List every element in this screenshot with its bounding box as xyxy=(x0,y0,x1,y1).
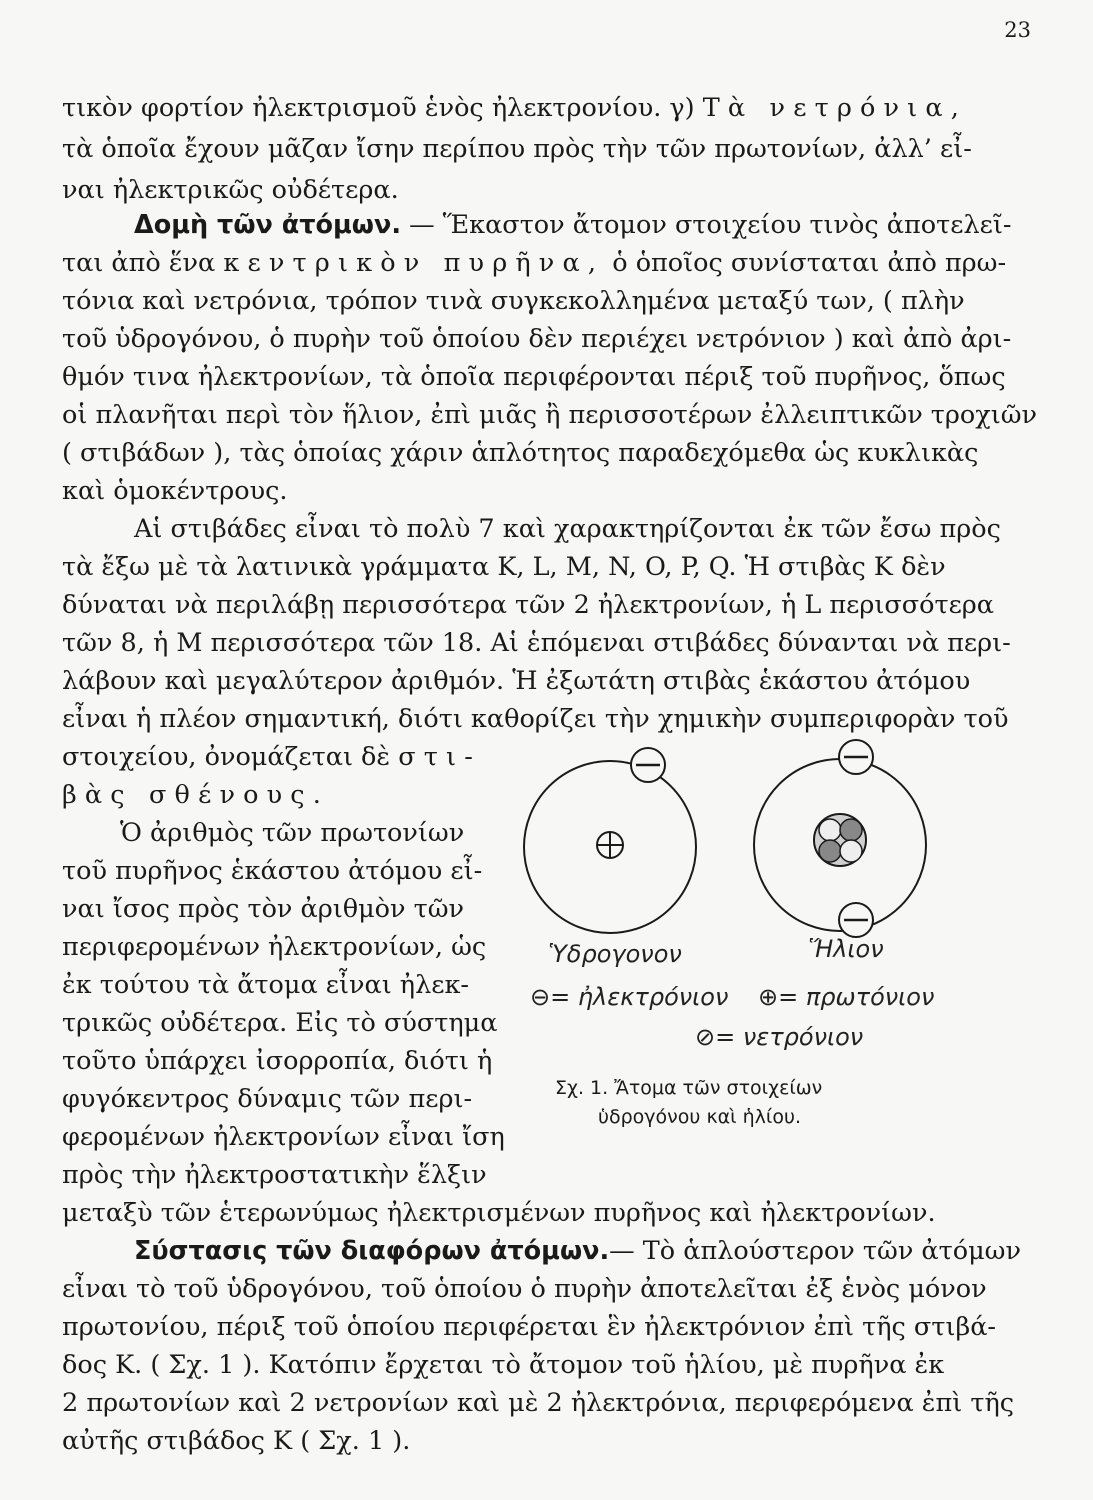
section-heading-line: Δομὴ τῶν ἀτόμων. — Ἕκαστον ἄτομον στοιχείου τινὸς ἀποτελεῖ- xyxy=(134,210,1012,240)
text-line: δος K. ( Σχ. 1 ). Κατόπιν ἔρχεται τὸ ἄτομον τοῦ ἡλίου, μὲ πυρῆνα ἐκ xyxy=(62,1350,945,1380)
hydrogen-atom xyxy=(524,748,696,933)
legend-neutron: ⊘= νετρόνιον xyxy=(695,1023,864,1051)
spaced-term: στι- xyxy=(398,742,481,772)
text-line: μεταξὺ τῶν ἑτερωνύμως ἠλεκτρισμένων πυρῆνος καὶ ἠλεκτρονίων. xyxy=(62,1198,936,1228)
text-line: τοῦ ὑδρογόνου, ὁ πυρὴν τοῦ ὁποίου δὲν περιέχει νετρόνιον ) καὶ ἀπὸ ἀρι- xyxy=(62,324,1012,354)
figure-caption-line: ὑδρογόνου καὶ ἡλίου. xyxy=(598,1106,802,1128)
section-heading: Δομὴ τῶν ἀτόμων. xyxy=(134,210,402,240)
text-line: φυγόκεντρος δύναμις τῶν περι- xyxy=(62,1084,473,1114)
section-heading-line: Σύστασις τῶν διαφόρων ἀτόμων.— Τὸ ἁπλούστερον τῶν ἀτόμων xyxy=(134,1236,1021,1266)
text-line: θμόν τινα ἠλεκτρονίων, τὰ ὁποῖα περιφέρονται πέριξ τοῦ πυρῆνος, ὅπως xyxy=(62,362,1006,392)
text-line: ναι ἴσος πρὸς τὸν ἀριθμὸν τῶν xyxy=(62,894,465,924)
text-line: εἶναι τὸ τοῦ ὑδρογόνου, τοῦ ὁποίου ὁ πυρὴν ἀποτελεῖται ἐξ ἑνὸς μόνον xyxy=(62,1274,987,1304)
helium-atom xyxy=(754,740,926,937)
text-line: ( στιβάδων ), τὰς ὁποίας χάριν ἁπλότητος παραδεχόμεθα ὡς κυκλικὰς xyxy=(62,438,979,468)
text-line: τρικῶς οὐδέτερα. Εἰς τὸ σύστημα xyxy=(62,1008,498,1038)
text-line: ναι ἠλεκτρικῶς οὐδέτερα. xyxy=(62,175,399,205)
legend-electron: ⊖= ἠλεκτρόνιον xyxy=(530,983,729,1011)
text-line: καὶ ὁμοκέντρους. xyxy=(62,476,288,506)
text-line: λάβουν καὶ μεγαλύτερον ἀριθμόν. Ἡ ἐξωτάτη στιβὰς ἑκάστου ἀτόμου xyxy=(62,666,971,696)
text-line: οἱ πλανῆται περὶ τὸν ἥλιον, ἐπὶ μιᾶς ἢ περισσοτέρων ἐλλειπτικῶν τροχιῶν xyxy=(62,400,1038,430)
text-line: τόνια καὶ νετρόνια, τρόπον τινὰ συγκεκολλημένα μεταξύ των, ( πλὴν xyxy=(62,286,965,316)
electron-icon xyxy=(839,903,873,937)
proton-icon xyxy=(597,832,623,858)
text-line: τὰ ὁποῖα ἔχουν μᾶζαν ἴσην περίπου πρὸς τὴν τῶν πρωτονίων, ἀλλ’ εἶ- xyxy=(62,134,972,164)
page-number: 23 xyxy=(1004,18,1031,42)
text-line: ται ἀπὸ ἕνα κεντρικὸν πυρῆνα, ὁ ὁποῖος συνίσταται ἀπὸ πρω- xyxy=(62,248,1007,278)
spaced-term: Τὰ νετρόνια, xyxy=(702,93,967,123)
text-line: τοῦ πυρῆνος ἑκάστου ἀτόμου εἶ- xyxy=(62,856,483,886)
text-line: Ὁ ἀριθμὸς τῶν πρωτονίων xyxy=(120,818,465,848)
text-line: φερομένων ἠλεκτρονίων εἶναι ἴση xyxy=(62,1122,505,1152)
helium-label: Ἥλιον xyxy=(808,935,884,963)
spaced-term: κεντρικὸν πυρῆνα, xyxy=(223,248,605,278)
text-line: πρωτονίου, πέριξ τοῦ ὁποίου περιφέρεται ἓν ἠλεκτρόνιον ἐπὶ τῆς στιβά- xyxy=(62,1312,997,1342)
text-line: τὰ ἔξω μὲ τὰ λατινικὰ γράμματα K, L, M, N, O, P, Q. Ἡ στιβὰς K δὲν xyxy=(62,552,946,582)
text-line: ἐκ τούτου τὰ ἄτομα εἶναι ἠλεκ- xyxy=(62,970,470,1000)
spaced-term: βὰς σθένους. xyxy=(62,780,329,810)
electron-icon xyxy=(839,740,873,774)
figure-caption-line: Σχ. 1. Ἄτομα τῶν στοιχείων xyxy=(555,1077,823,1099)
text-line: στοιχείου, ὀνομάζεται δὲ στι- xyxy=(62,742,481,772)
legend-proton: ⊕= πρωτόνιον xyxy=(758,983,935,1011)
text-line: δύναται νὰ περιλάβῃ περισσότερα τῶν 2 ἠλεκτρονίων, ἡ L περισσότερα xyxy=(62,590,995,620)
text-line: περιφερομένων ἠλεκτρονίων, ὡς xyxy=(62,932,487,962)
electron-icon xyxy=(631,748,665,782)
text-line: αὐτῆς στιβάδος K ( Σχ. 1 ). xyxy=(62,1426,411,1456)
text-line: τῶν 8, ἡ M περισσότερα τῶν 18. Αἱ ἑπόμεναι στιβάδες δύνανται νὰ περι- xyxy=(62,628,1011,658)
text-line: τοῦτο ὑπάρχει ἰσορροπία, διότι ἡ xyxy=(62,1046,493,1076)
hydrogen-label: Ὑδρογονον xyxy=(548,940,682,968)
section-heading: Σύστασις τῶν διαφόρων ἀτόμων. xyxy=(134,1236,610,1266)
nucleus-icon xyxy=(814,814,866,866)
text-line: πρὸς τὴν ἠλεκτροστατικὴν ἕλξιν xyxy=(62,1160,487,1190)
text-line: 2 πρωτονίων καὶ 2 νετρονίων καὶ μὲ 2 ἠλεκτρόνια, περιφερόμενα ἐπὶ τῆς xyxy=(62,1388,1015,1418)
text-line: Αἱ στιβάδες εἶναι τὸ πολὺ 7 καὶ χαρακτηρίζονται ἐκ τῶν ἔσω πρὸς xyxy=(134,514,1001,544)
text-line: τικὸν φορτίον ἠλεκτρισμοῦ ἑνὸς ἠλεκτρονίου. γ) Τὰ νετρόνια, xyxy=(62,93,967,123)
text-line: εἶναι ἡ πλέον σημαντική, διότι καθορίζει τὴν χημικὴν συμπεριφορὰν τοῦ xyxy=(62,704,1009,734)
